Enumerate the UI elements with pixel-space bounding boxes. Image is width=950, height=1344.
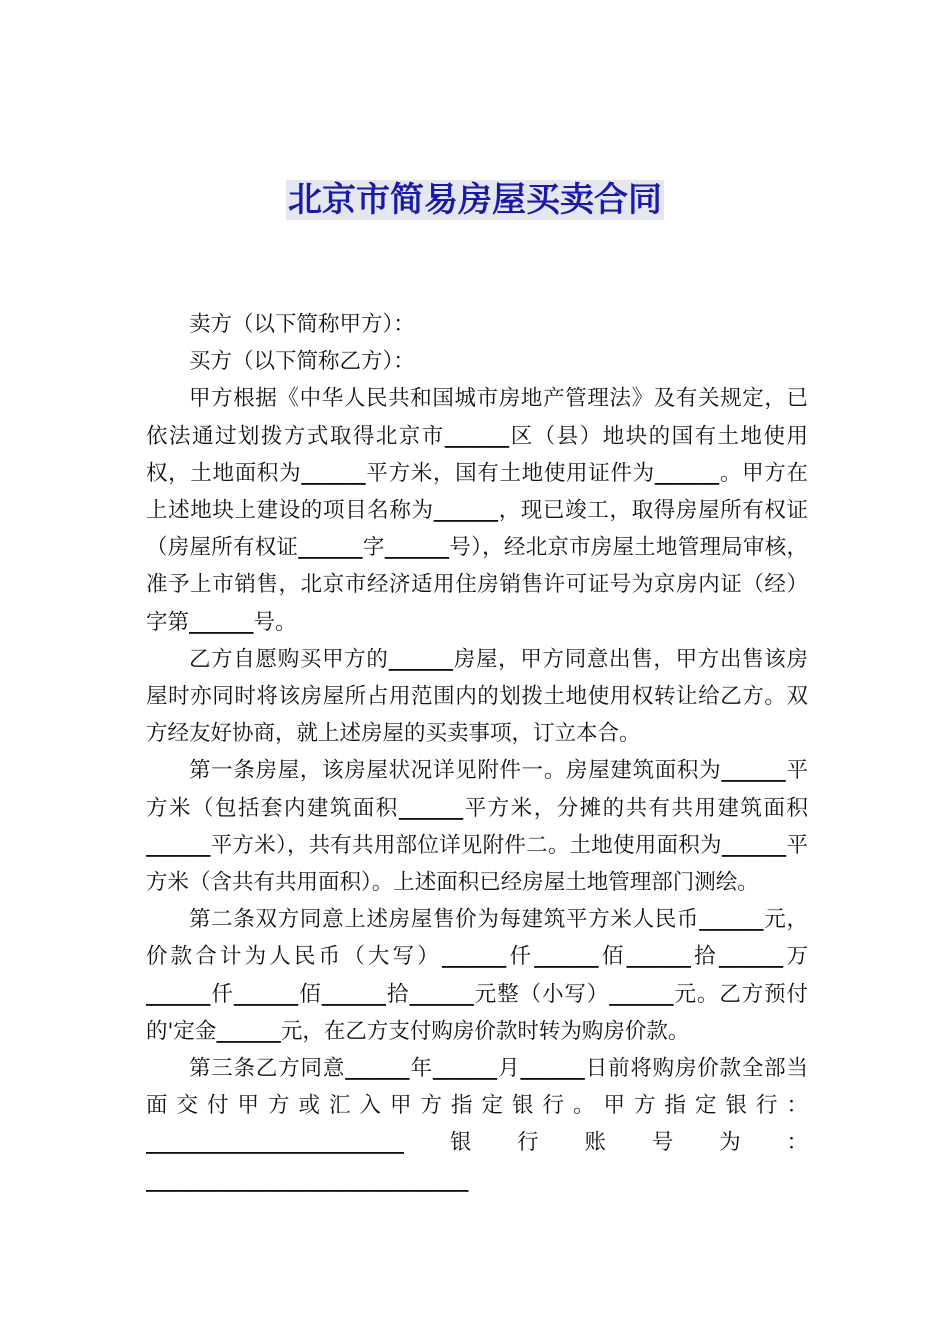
fill-in-blank: ______ bbox=[534, 944, 599, 970]
fill-in-blank: ______ bbox=[189, 609, 254, 635]
fill-in-blank: ______ bbox=[654, 460, 720, 486]
document-title-text: 北京市简易房屋买卖合同 bbox=[288, 180, 662, 220]
document-title bbox=[0, 176, 950, 224]
fill-in-blank: ______ bbox=[384, 535, 450, 561]
fill-in-blank: ______ bbox=[233, 981, 299, 1007]
fill-in-blank: ______________________________ bbox=[146, 1167, 469, 1193]
fill-in-blank: ______ bbox=[520, 1056, 585, 1082]
seller-line: 卖方（以下简称甲方）： bbox=[189, 312, 415, 337]
fill-in-blank: ________________________ bbox=[146, 1130, 404, 1156]
fill-in-blank: ______ bbox=[721, 832, 787, 858]
fill-in-blank: ______ bbox=[298, 535, 363, 561]
fill-in-blank: ______ bbox=[146, 981, 211, 1007]
fill-in-blank: ______ bbox=[721, 758, 786, 784]
fill-in-blank: ______ bbox=[409, 981, 474, 1007]
fill-in-blank: ______ bbox=[345, 1056, 410, 1082]
article-3-paragraph: 第三条乙方同意______年______月______日前将购房价款全部当面交付甲方或汇入甲方指定银行。甲方指定银行：________________________银行账号为：______________________________ bbox=[146, 1056, 808, 1193]
buyer-line: 买方（以下简称乙方）： bbox=[189, 349, 415, 375]
fill-in-blank: ______ bbox=[626, 944, 691, 970]
article-2-paragraph: 第二条双方同意上述房屋售价为每建筑平方米人民币______元，价款合计为人民币（大写）______仟______佰______拾______万______仟______佰______拾______元整（小写）______元。乙方预付的'定金______元，在乙方支付购房价款时转为购房价款。 bbox=[146, 907, 808, 1044]
fill-in-blank: ______ bbox=[441, 944, 507, 970]
fill-in-blank: ______ bbox=[388, 646, 454, 672]
fill-in-blank: ______ bbox=[699, 907, 764, 933]
fill-in-blank: ______ bbox=[609, 981, 674, 1007]
contract-body bbox=[146, 306, 808, 1199]
fill-in-blank: ______ bbox=[216, 1018, 281, 1044]
fill-in-blank: ______ bbox=[432, 1056, 498, 1082]
fill-in-blank: ______ bbox=[444, 423, 510, 449]
fill-in-blank: ______ bbox=[433, 498, 499, 524]
fill-in-blank: ______ bbox=[398, 795, 464, 821]
fill-in-blank: ______ bbox=[301, 460, 366, 486]
purchase-intent-paragraph: 乙方自愿购买甲方的______房屋，甲方同意出售，甲方出售该房屋时亦同时将该房屋所占用范围内的划拨土地使用权转让给乙方。双方经友好协商，就上述房屋的买卖事项，订立本合。 bbox=[146, 646, 808, 747]
article-1-paragraph: 第一条房屋，该房屋状况详见附件一。房屋建筑面积为______平方米（包括套内建筑面积______平方米，分摊的共有共用建筑面积______平方米），共有共用部位详见附件二。土地使用面积为______平方米（含共有共用面积）。上述面积已经房屋土地管理部门测绘。 bbox=[146, 758, 808, 896]
fill-in-blank: ______ bbox=[146, 832, 211, 858]
fill-in-blank: ______ bbox=[718, 944, 784, 970]
fill-in-blank: ______ bbox=[321, 981, 387, 1007]
preamble-paragraph: 甲方根据《中华人民共和国城市房地产管理法》及有关规定，已依法通过划拨方式取得北京市______区（县）地块的国有土地使用权，土地面积为______平方米，国有土地使用证件为______。甲方在上述地块上建设的项目名称为______，现已竣工，取得房屋所有权证（房屋所有权证______字______号），经北京市房屋土地管理局审核，准予上市销售，北京市经济适用住房销售许可证号为京房内证（经）字第______号。 bbox=[146, 386, 808, 635]
